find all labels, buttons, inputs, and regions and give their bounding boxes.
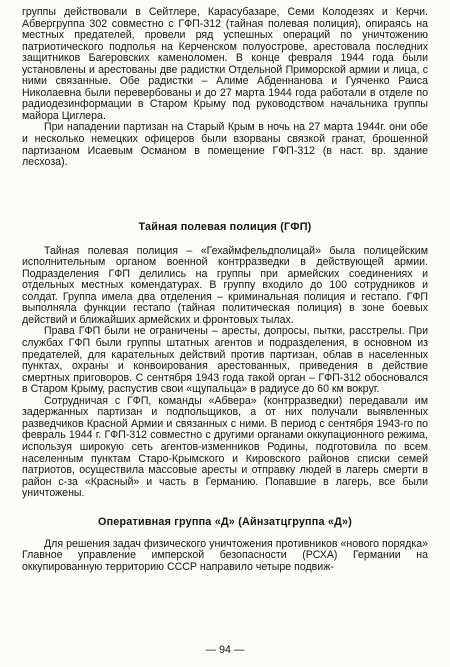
paragraph: При нападении партизан на Старый Крым в ночь на 27 марта 1944г. они обе и несколько немецких офицеров были взорваны связкой гранат, брошенной партизаном Исаевым Османом в помещение ГФП-312 (в наст. вр. здание лесхоза). (22, 121, 428, 169)
section-heading: Тайная полевая полиция (ГФП) (138, 220, 312, 233)
section-heading: Оперативная группа «Д» (Айнзатцгруппа «Д») (97, 515, 353, 528)
paragraph: группы действовали в Сейтлере, Карасубазаре, Семи Колодезях и Керчи. Абвергруппа 302 совместно с ГФП-312 (тайная полевая полиция), опираясь на местных предателей, провели ряд успешных операций по уничтожению патриотического подполья на Керченском полуострове, арестовала последних защитников Багеровских каменоломен. В конце февраля 1944 года были установлены и арестованы две радистки Отдельной Приморской армии и лица, с ними связанные. Обе радистки – Алиме Абденнанова и Гуяченко Раиса Николаевна были перевербованы и до 27 марта 1944 года работали в отделе по радиодезинформации в Старом Крыму под руководством начальника группы майора Циглера. (22, 6, 428, 122)
paragraph: Для решения задач физического уничтожения противников «нового порядка» Главное управление имперской безопасности (РСХА) Германии на оккупированную территорию СССР направило четыре подвиж- (22, 537, 428, 573)
page-number: — 94 — (205, 644, 245, 656)
paragraph: Тайная полевая полиция – «Гехаймфельдполицай» была полицейским исполнительным органом военной контрразведки в действующей армии. Подразделения ГФП делились на группы при армейских соединениях и отдельных местных комендатурах. В группу входило до 100 сотрудников и солдат. Группа имела два отделения – криминальная полиция и гестапо. ГФП выполняла функции гестапо (тайная политическая полиция) в зоне боевых действий и ближайших армейских и фронтовых тылах. (22, 244, 428, 326)
paragraph: Права ГФП были не ограничены – аресты, допросы, пытки, расстрелы. При службах ГФП были группы штатных агентов и подразделения, в основном из предателей, для карательных действий против партизан, облав в населенных пунктах, охраны и конвоирования арестованных, приведения в действие смертных приговоров. С сентября 1943 года такой орган – ГФП-312 обосновался в Старом Крыму, распустив свои «щупальца» в радиусе до 60 км вокруг. (22, 325, 428, 396)
paragraph: Сотрудничая с ГФП, команды «Абвера» (контрразведки) передавали им задержанных партизан и подпольщиков, а от них получали выявленных разведчиков Красной Армии и связанных с ними. В период с сентября 1943-го по февраль 1944 г. ГФП-312 совместно с другими органами оккупационного режима, используя широкую сеть агентов-изменников Родины, подготовила по всем населенным пунктам Старо-Крымского и Кировского районов списки семей патриотов, осуществила массовые аресты и отправку людей в лагерь смерти в район с-за «Красный» и часть в Германию. Попавшие в лагерь, все были уничтожены. (22, 394, 428, 500)
